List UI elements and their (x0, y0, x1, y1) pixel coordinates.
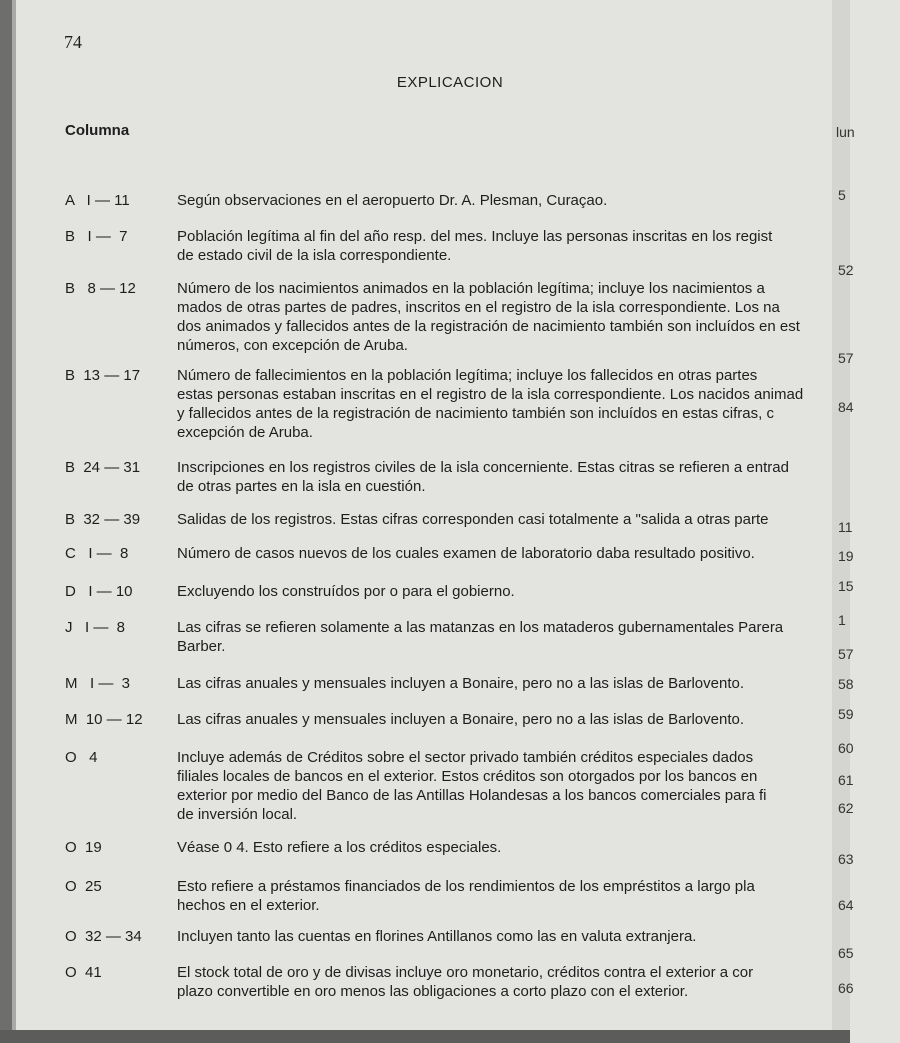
text-line: excepción de Aruba. (177, 424, 313, 441)
explanation-text (177, 191, 857, 210)
column-header: Columna (65, 122, 130, 139)
adjacent-page-number: 1 (838, 612, 846, 628)
text-line: mados de otras partes de padres, inscritos en el registro de la isla correspondiente. Los na (177, 299, 780, 316)
text-line: El stock total de oro y de divisas incluye oro monetario, créditos contra el exterior a cor (177, 964, 754, 981)
adjacent-page-number: 59 (838, 706, 854, 722)
text-line: de inversión local. (177, 806, 298, 823)
explanation-text (177, 927, 857, 946)
explanation-text (177, 279, 857, 355)
column-code: M 10 — 12 (65, 711, 143, 728)
column-code: B 32 — 39 (65, 511, 141, 528)
adjacent-page-number: 63 (838, 851, 854, 867)
column-code: B 13 — 17 (65, 367, 141, 384)
text-line: Las cifras anuales y mensuales incluyen a Bonaire, pero no a las islas de Barlovento. (177, 675, 744, 692)
text-line: Esto refiere a préstamos financiados de los rendimientos de los empréstitos a largo pla (177, 878, 755, 895)
explanation-entry (60, 963, 832, 1001)
explanation-entry (60, 544, 832, 563)
column-code: M I — 3 (65, 675, 131, 692)
adjacent-page-number: 11 (838, 519, 853, 535)
explanation-text (177, 618, 857, 656)
explanation-entry (60, 458, 832, 496)
column-code: C I — 8 (65, 545, 129, 562)
explanation-text (177, 366, 857, 442)
text-line: Las cifras anuales y mensuales incluyen a Bonaire, pero no a las islas de Barlovento. (177, 711, 744, 728)
explanation-text (177, 674, 857, 693)
text-line: de otras partes en la isla en cuestión. (177, 478, 426, 495)
book-binding (0, 0, 12, 1043)
explanation-entry (60, 838, 832, 857)
text-line: de estado civil de la isla correspondiente. (177, 247, 452, 264)
text-line: Número de los nacimientos animados en la población legítima; incluye los nacimientos a (177, 280, 765, 297)
text-line: hechos en el exterior. (177, 897, 320, 914)
explanation-text (177, 877, 857, 915)
adjacent-page-number: 65 (838, 945, 854, 961)
explanation-entry (60, 279, 832, 355)
adjacent-page-number: 61 (838, 772, 854, 788)
text-line: números, con excepción de Aruba. (177, 337, 408, 354)
page-bottom-edge (0, 1030, 850, 1043)
explanation-entry (60, 191, 832, 210)
explanation-text (177, 710, 857, 729)
adjacent-page-number: 60 (838, 740, 854, 756)
text-line: filiales locales de bancos en el exterior. Estos créditos son otorgados por los bancos en (177, 768, 758, 785)
explanation-text (177, 838, 857, 857)
text-line: Inscripciones en los registros civiles de la isla concerniente. Estas citras se refieren a entrad (177, 459, 789, 476)
column-code: O 41 (65, 964, 102, 981)
text-line: Véase 0 4. Esto refiere a los créditos especiales. (177, 839, 502, 856)
column-code: A I — 11 (65, 192, 130, 209)
column-code: D I — 10 (65, 583, 133, 600)
explanation-entry (60, 582, 832, 601)
explanation-text (177, 963, 857, 1001)
explanation-entry (60, 510, 832, 529)
page-number: 74 (64, 32, 82, 52)
explanation-entry (60, 748, 832, 824)
column-code: O 4 (65, 749, 98, 766)
explanation-text (177, 544, 857, 563)
explanation-entry (60, 710, 832, 729)
adjacent-page-number: 15 (838, 578, 854, 594)
adjacent-page-number: 52 (838, 262, 854, 278)
text-line: y fallecidos antes de la registración de nacimiento también son incluídos en estas cifras, c (177, 405, 774, 422)
text-line: dos animados y fallecidos antes de la registración de nacimiento también son incluídos en est (177, 318, 800, 335)
explanation-text (177, 227, 857, 265)
book-binding-shadow (12, 0, 16, 1043)
explanation-entry (60, 227, 832, 265)
explanation-entry (60, 927, 832, 946)
explanation-entry (60, 674, 832, 693)
column-code: B 24 — 31 (65, 459, 141, 476)
text-line: Número de fallecimientos en la población legítima; incluye los fallecidos en otras partes (177, 367, 758, 384)
column-code: J I — 8 (65, 619, 126, 636)
adjacent-page-number: 62 (838, 800, 854, 816)
explanation-text (177, 748, 857, 824)
explanation-text (177, 510, 857, 529)
text-line: Salidas de los registros. Estas cifras corresponden casi totalmente a "salida a otras parte (177, 511, 769, 528)
column-code: B 8 — 12 (65, 280, 136, 297)
page-title: EXPLICACION (396, 74, 504, 91)
explanation-entry (60, 366, 832, 442)
text-line: Las cifras se refieren solamente a las matanzas en los mataderos gubernamentales Parera (177, 619, 784, 636)
explanation-text (177, 582, 857, 601)
column-code: B I — 7 (65, 228, 128, 245)
adjacent-page-number: 64 (838, 897, 854, 913)
text-line: Incluyen tanto las cuentas en florines Antillanos como las en valuta extranjera. (177, 928, 697, 945)
column-code: O 25 (65, 878, 102, 895)
adjacent-header-fragment: lun (836, 124, 855, 140)
text-line: Población legítima al fin del año resp. del mes. Incluye las personas inscritas en los regist (177, 228, 773, 245)
adjacent-page-number: 57 (838, 646, 854, 662)
text-line: Según observaciones en el aeropuerto Dr. A. Plesman, Curaçao. (177, 192, 608, 209)
text-line: Número de casos nuevos de los cuales examen de laboratorio daba resultado positivo. (177, 545, 755, 562)
explanation-text (177, 458, 857, 496)
adjacent-page-number: 66 (838, 980, 854, 996)
explanation-entry (60, 618, 832, 656)
text-line: estas personas estaban inscritas en el registro de la isla correspondiente. Los nacidos animad (177, 386, 804, 403)
text-line: Barber. (177, 638, 226, 655)
explanation-entry (60, 877, 832, 915)
adjacent-page-number: 19 (838, 548, 854, 564)
text-line: Incluye además de Créditos sobre el sector privado también créditos especiales dados (177, 749, 754, 766)
adjacent-page-number: 57 (838, 350, 854, 366)
text-line: exterior por medio del Banco de las Antillas Holandesas a los bancos comerciales para fi (177, 787, 767, 804)
adjacent-page-number: 58 (838, 676, 854, 692)
text-line: plazo convertible en oro menos las obligaciones a corto plazo con el exterior. (177, 983, 689, 1000)
adjacent-page-number: 5 (838, 187, 846, 203)
column-code: O 19 (65, 839, 102, 856)
adjacent-page-number: 84 (838, 399, 854, 415)
text-line: Excluyendo los construídos por o para el gobierno. (177, 583, 515, 600)
column-code: O 32 — 34 (65, 928, 142, 945)
